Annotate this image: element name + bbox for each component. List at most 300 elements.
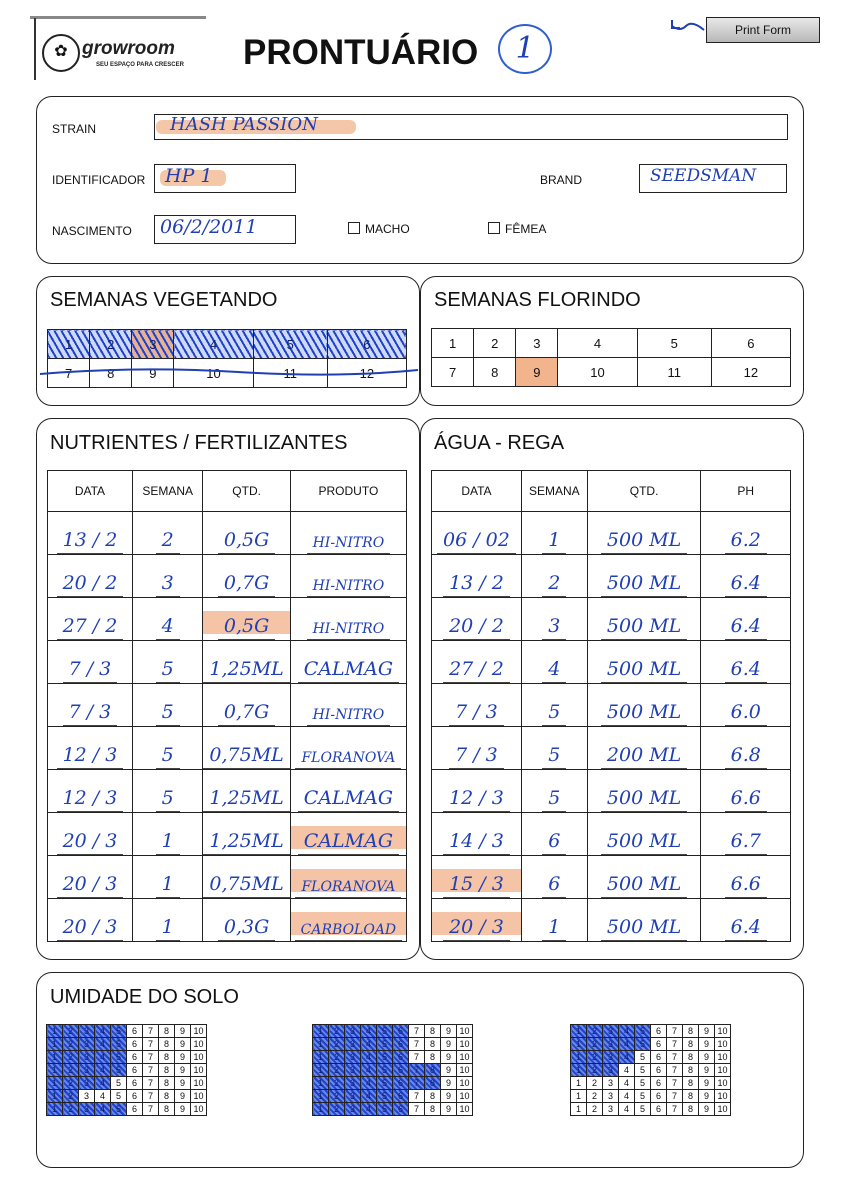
agua-cell[interactable] [521, 727, 587, 770]
umidade-cell[interactable]: 6 [393, 1025, 409, 1038]
umidade-cell[interactable]: 3 [603, 1064, 619, 1077]
umidade-cell[interactable]: 10 [457, 1103, 473, 1116]
umidade-cell[interactable]: 5 [635, 1051, 651, 1064]
umidade-cell[interactable]: 8 [425, 1064, 441, 1077]
umidade-cell[interactable]: 9 [441, 1038, 457, 1051]
umidade-cell[interactable]: 4 [361, 1077, 377, 1090]
veg-week-3[interactable]: 3 [132, 330, 174, 359]
umidade-cell[interactable]: 2 [587, 1103, 603, 1116]
umidade-cell[interactable]: 9 [175, 1051, 191, 1064]
umidade-cell[interactable]: 2 [63, 1025, 79, 1038]
agua-cell[interactable] [587, 641, 701, 684]
umidade-cell[interactable]: 10 [715, 1064, 731, 1077]
umidade-cell[interactable]: 8 [159, 1103, 175, 1116]
umidade-cell[interactable]: 5 [635, 1025, 651, 1038]
umidade-cell[interactable]: 5 [377, 1077, 393, 1090]
umidade-cell[interactable]: 3 [79, 1064, 95, 1077]
nutrientes-cell[interactable] [48, 899, 133, 942]
umidade-cell[interactable]: 2 [329, 1103, 345, 1116]
umidade-cell[interactable]: 4 [95, 1025, 111, 1038]
agua-cell[interactable] [432, 598, 522, 641]
nutrientes-cell[interactable] [132, 813, 203, 856]
umidade-cell[interactable]: 3 [345, 1051, 361, 1064]
agua-cell[interactable] [432, 899, 522, 942]
umidade-cell[interactable]: 1 [47, 1038, 63, 1051]
umidade-cell[interactable]: 4 [619, 1077, 635, 1090]
umidade-cell[interactable]: 8 [683, 1077, 699, 1090]
umidade-cell[interactable]: 3 [345, 1103, 361, 1116]
umidade-cell[interactable]: 1 [313, 1025, 329, 1038]
nutrientes-cell[interactable] [203, 555, 290, 598]
nutrientes-cell[interactable] [132, 856, 203, 899]
umidade-cell[interactable]: 7 [143, 1038, 159, 1051]
nutrientes-cell[interactable] [203, 770, 290, 813]
umidade-cell[interactable]: 2 [63, 1103, 79, 1116]
nutrientes-cell[interactable] [132, 684, 203, 727]
umidade-cell[interactable]: 9 [175, 1077, 191, 1090]
umidade-cell[interactable]: 4 [619, 1025, 635, 1038]
nutrientes-cell[interactable] [48, 555, 133, 598]
umidade-cell[interactable]: 1 [571, 1090, 587, 1103]
agua-cell[interactable] [587, 512, 701, 555]
umidade-cell[interactable]: 8 [683, 1090, 699, 1103]
nutrientes-cell[interactable] [290, 512, 406, 555]
umidade-cell[interactable]: 9 [441, 1051, 457, 1064]
umidade-cell[interactable]: 1 [313, 1038, 329, 1051]
nutrientes-cell[interactable] [132, 641, 203, 684]
umidade-cell[interactable]: 4 [361, 1064, 377, 1077]
umidade-cell[interactable]: 8 [159, 1077, 175, 1090]
umidade-cell[interactable]: 1 [571, 1025, 587, 1038]
umidade-cell[interactable]: 10 [191, 1090, 207, 1103]
umidade-cell[interactable]: 3 [603, 1103, 619, 1116]
umidade-cell[interactable]: 2 [63, 1051, 79, 1064]
umidade-cell[interactable]: 3 [603, 1038, 619, 1051]
umidade-cell[interactable]: 1 [313, 1077, 329, 1090]
agua-cell[interactable] [432, 770, 522, 813]
nutrientes-cell[interactable] [48, 813, 133, 856]
umidade-cell[interactable]: 8 [425, 1090, 441, 1103]
umidade-cell[interactable]: 2 [329, 1064, 345, 1077]
umidade-cell[interactable]: 4 [95, 1064, 111, 1077]
umidade-cell[interactable]: 5 [635, 1103, 651, 1116]
umidade-cell[interactable]: 6 [393, 1051, 409, 1064]
veg-week-7[interactable]: 7 [48, 359, 90, 388]
umidade-cell[interactable]: 9 [699, 1090, 715, 1103]
agua-cell[interactable] [587, 813, 701, 856]
umidade-cell[interactable]: 2 [63, 1077, 79, 1090]
umidade-cell[interactable]: 2 [587, 1025, 603, 1038]
umidade-cell[interactable]: 2 [587, 1077, 603, 1090]
umidade-cell[interactable]: 7 [409, 1064, 425, 1077]
agua-cell[interactable] [521, 856, 587, 899]
umidade-cell[interactable]: 6 [651, 1064, 667, 1077]
umidade-cell[interactable]: 5 [635, 1038, 651, 1051]
umidade-cell[interactable]: 1 [313, 1103, 329, 1116]
umidade-cell[interactable]: 4 [361, 1103, 377, 1116]
umidade-cell[interactable]: 6 [651, 1090, 667, 1103]
umidade-cell[interactable]: 5 [111, 1090, 127, 1103]
umidade-cell[interactable]: 7 [667, 1051, 683, 1064]
umidade-cell[interactable]: 10 [191, 1025, 207, 1038]
umidade-cell[interactable]: 6 [651, 1051, 667, 1064]
agua-cell[interactable] [587, 856, 701, 899]
umidade-cell[interactable]: 4 [619, 1064, 635, 1077]
umidade-cell[interactable]: 3 [345, 1025, 361, 1038]
nutrientes-cell[interactable] [290, 555, 406, 598]
umidade-cell[interactable]: 8 [683, 1025, 699, 1038]
umidade-cell[interactable]: 5 [377, 1025, 393, 1038]
agua-cell[interactable] [701, 555, 791, 598]
nutrientes-cell[interactable] [132, 727, 203, 770]
umidade-cell[interactable]: 4 [361, 1090, 377, 1103]
agua-cell[interactable] [521, 598, 587, 641]
umidade-cell[interactable]: 6 [651, 1077, 667, 1090]
agua-cell[interactable] [701, 813, 791, 856]
femea-checkbox[interactable] [488, 222, 546, 236]
femea-check-box[interactable] [488, 222, 500, 234]
umidade-cell[interactable]: 9 [175, 1038, 191, 1051]
agua-cell[interactable] [587, 555, 701, 598]
umidade-cell[interactable]: 7 [667, 1090, 683, 1103]
agua-cell[interactable] [432, 641, 522, 684]
umidade-cell[interactable]: 5 [111, 1103, 127, 1116]
agua-cell[interactable] [432, 856, 522, 899]
agua-cell[interactable] [521, 684, 587, 727]
agua-cell[interactable] [432, 512, 522, 555]
macho-check-box[interactable] [348, 222, 360, 234]
agua-cell[interactable] [432, 813, 522, 856]
umidade-cell[interactable]: 6 [651, 1025, 667, 1038]
umidade-cell[interactable]: 6 [393, 1077, 409, 1090]
flor-week-7[interactable]: 7 [432, 358, 474, 387]
umidade-cell[interactable]: 4 [619, 1051, 635, 1064]
agua-cell[interactable] [521, 770, 587, 813]
nutrientes-cell[interactable] [132, 512, 203, 555]
macho-checkbox[interactable] [348, 222, 410, 236]
umidade-cell[interactable]: 9 [175, 1064, 191, 1077]
agua-cell[interactable] [701, 641, 791, 684]
umidade-cell[interactable]: 4 [619, 1090, 635, 1103]
veg-week-12[interactable]: 12 [327, 359, 406, 388]
umidade-cell[interactable]: 10 [715, 1103, 731, 1116]
umidade-cell[interactable]: 10 [457, 1077, 473, 1090]
umidade-cell[interactable]: 10 [457, 1064, 473, 1077]
umidade-cell[interactable]: 5 [635, 1064, 651, 1077]
umidade-cell[interactable]: 4 [361, 1051, 377, 1064]
umidade-cell[interactable]: 6 [127, 1038, 143, 1051]
umidade-cell[interactable]: 1 [313, 1051, 329, 1064]
flor-week-11[interactable]: 11 [637, 358, 711, 387]
agua-cell[interactable] [701, 598, 791, 641]
umidade-cell[interactable]: 4 [95, 1051, 111, 1064]
flor-week-1[interactable]: 1 [432, 329, 474, 358]
umidade-cell[interactable]: 1 [47, 1051, 63, 1064]
umidade-cell[interactable]: 5 [111, 1064, 127, 1077]
umidade-cell[interactable]: 2 [329, 1051, 345, 1064]
umidade-cell[interactable]: 6 [127, 1103, 143, 1116]
nutrientes-cell[interactable] [290, 598, 406, 641]
nutrientes-cell[interactable] [290, 641, 406, 684]
umidade-cell[interactable]: 10 [715, 1051, 731, 1064]
umidade-cell[interactable]: 7 [143, 1064, 159, 1077]
umidade-cell[interactable]: 8 [425, 1038, 441, 1051]
flor-week-10[interactable]: 10 [558, 358, 637, 387]
nutrientes-cell[interactable] [48, 684, 133, 727]
umidade-cell[interactable]: 3 [79, 1077, 95, 1090]
umidade-cell[interactable]: 8 [425, 1025, 441, 1038]
umidade-cell[interactable]: 8 [683, 1064, 699, 1077]
umidade-cell[interactable]: 7 [143, 1103, 159, 1116]
umidade-cell[interactable]: 6 [127, 1090, 143, 1103]
umidade-cell[interactable]: 8 [159, 1038, 175, 1051]
umidade-cell[interactable]: 1 [571, 1064, 587, 1077]
flor-week-2[interactable]: 2 [474, 329, 516, 358]
umidade-cell[interactable]: 5 [377, 1090, 393, 1103]
umidade-cell[interactable]: 1 [571, 1051, 587, 1064]
umidade-cell[interactable]: 10 [715, 1090, 731, 1103]
nutrientes-cell[interactable] [48, 727, 133, 770]
umidade-cell[interactable]: 8 [159, 1090, 175, 1103]
umidade-cell[interactable]: 1 [571, 1103, 587, 1116]
veg-week-4[interactable]: 4 [174, 330, 253, 359]
umidade-cell[interactable]: 9 [175, 1090, 191, 1103]
umidade-cell[interactable]: 10 [457, 1038, 473, 1051]
agua-cell[interactable] [701, 899, 791, 942]
umidade-cell[interactable]: 10 [457, 1025, 473, 1038]
umidade-cell[interactable]: 1 [47, 1025, 63, 1038]
umidade-cell[interactable]: 10 [191, 1051, 207, 1064]
umidade-cell[interactable]: 3 [603, 1077, 619, 1090]
umidade-cell[interactable]: 2 [587, 1064, 603, 1077]
nutrientes-cell[interactable] [203, 813, 290, 856]
veg-week-5[interactable]: 5 [253, 330, 327, 359]
umidade-cell[interactable]: 7 [409, 1038, 425, 1051]
umidade-cell[interactable]: 6 [127, 1051, 143, 1064]
umidade-cell[interactable]: 7 [667, 1025, 683, 1038]
umidade-cell[interactable]: 2 [587, 1051, 603, 1064]
nutrientes-cell[interactable] [290, 856, 406, 899]
umidade-cell[interactable]: 6 [393, 1103, 409, 1116]
umidade-cell[interactable]: 7 [667, 1103, 683, 1116]
nutrientes-cell[interactable] [132, 899, 203, 942]
agua-cell[interactable] [701, 512, 791, 555]
flor-week-5[interactable]: 5 [637, 329, 711, 358]
umidade-cell[interactable]: 2 [329, 1077, 345, 1090]
umidade-cell[interactable]: 8 [159, 1025, 175, 1038]
umidade-cell[interactable]: 3 [79, 1103, 95, 1116]
agua-cell[interactable] [587, 770, 701, 813]
veg-week-11[interactable]: 11 [253, 359, 327, 388]
umidade-cell[interactable]: 6 [393, 1038, 409, 1051]
print-form-button[interactable]: Print Form [706, 17, 820, 43]
nutrientes-cell[interactable] [203, 598, 290, 641]
umidade-cell[interactable]: 7 [667, 1064, 683, 1077]
umidade-cell[interactable]: 9 [699, 1064, 715, 1077]
umidade-cell[interactable]: 4 [361, 1025, 377, 1038]
umidade-cell[interactable]: 2 [63, 1090, 79, 1103]
umidade-cell[interactable]: 2 [587, 1090, 603, 1103]
nutrientes-cell[interactable] [290, 684, 406, 727]
agua-cell[interactable] [701, 770, 791, 813]
umidade-cell[interactable]: 6 [393, 1090, 409, 1103]
flor-week-3[interactable]: 3 [516, 329, 558, 358]
umidade-cell[interactable]: 3 [345, 1090, 361, 1103]
umidade-cell[interactable]: 4 [95, 1077, 111, 1090]
umidade-cell[interactable]: 9 [699, 1103, 715, 1116]
umidade-cell[interactable]: 9 [699, 1038, 715, 1051]
umidade-cell[interactable]: 1 [47, 1077, 63, 1090]
flor-week-4[interactable]: 4 [558, 329, 637, 358]
umidade-cell[interactable]: 7 [409, 1025, 425, 1038]
umidade-cell[interactable]: 2 [329, 1025, 345, 1038]
umidade-cell[interactable]: 10 [191, 1103, 207, 1116]
nutrientes-cell[interactable] [48, 856, 133, 899]
umidade-cell[interactable]: 3 [345, 1038, 361, 1051]
agua-cell[interactable] [432, 684, 522, 727]
nutrientes-cell[interactable] [203, 641, 290, 684]
umidade-cell[interactable]: 6 [393, 1064, 409, 1077]
nutrientes-cell[interactable] [290, 770, 406, 813]
agua-cell[interactable] [521, 555, 587, 598]
umidade-cell[interactable]: 7 [143, 1077, 159, 1090]
veg-week-6[interactable]: 6 [327, 330, 406, 359]
umidade-cell[interactable]: 1 [47, 1090, 63, 1103]
nutrientes-cell[interactable] [48, 512, 133, 555]
umidade-cell[interactable]: 4 [619, 1038, 635, 1051]
umidade-cell[interactable]: 10 [715, 1025, 731, 1038]
agua-cell[interactable] [521, 641, 587, 684]
umidade-cell[interactable]: 1 [313, 1090, 329, 1103]
nutrientes-cell[interactable] [203, 899, 290, 942]
umidade-cell[interactable]: 10 [191, 1077, 207, 1090]
umidade-cell[interactable]: 3 [603, 1090, 619, 1103]
veg-week-8[interactable]: 8 [90, 359, 132, 388]
agua-cell[interactable] [701, 684, 791, 727]
umidade-cell[interactable]: 7 [409, 1051, 425, 1064]
umidade-cell[interactable]: 9 [699, 1077, 715, 1090]
agua-cell[interactable] [701, 727, 791, 770]
umidade-cell[interactable]: 5 [377, 1051, 393, 1064]
flor-week-12[interactable]: 12 [711, 358, 790, 387]
umidade-cell[interactable]: 2 [329, 1038, 345, 1051]
umidade-cell[interactable]: 9 [175, 1103, 191, 1116]
nutrientes-cell[interactable] [203, 856, 290, 899]
umidade-cell[interactable]: 8 [683, 1051, 699, 1064]
umidade-cell[interactable]: 8 [159, 1051, 175, 1064]
nutrientes-cell[interactable] [48, 598, 133, 641]
umidade-cell[interactable]: 2 [63, 1038, 79, 1051]
umidade-cell[interactable]: 6 [127, 1025, 143, 1038]
umidade-cell[interactable]: 5 [111, 1051, 127, 1064]
umidade-cell[interactable]: 7 [667, 1038, 683, 1051]
umidade-cell[interactable]: 9 [441, 1077, 457, 1090]
umidade-cell[interactable]: 4 [95, 1038, 111, 1051]
umidade-cell[interactable]: 8 [425, 1103, 441, 1116]
umidade-cell[interactable]: 7 [409, 1103, 425, 1116]
umidade-cell[interactable]: 7 [409, 1077, 425, 1090]
nutrientes-cell[interactable] [132, 770, 203, 813]
umidade-cell[interactable]: 9 [441, 1064, 457, 1077]
nutrientes-cell[interactable] [132, 598, 203, 641]
umidade-cell[interactable]: 1 [313, 1064, 329, 1077]
flor-week-8[interactable]: 8 [474, 358, 516, 387]
umidade-cell[interactable]: 3 [79, 1038, 95, 1051]
umidade-cell[interactable]: 9 [441, 1025, 457, 1038]
umidade-cell[interactable]: 2 [63, 1064, 79, 1077]
umidade-cell[interactable]: 3 [603, 1051, 619, 1064]
umidade-cell[interactable]: 5 [377, 1064, 393, 1077]
umidade-cell[interactable]: 10 [457, 1090, 473, 1103]
veg-week-9[interactable]: 9 [132, 359, 174, 388]
umidade-cell[interactable]: 7 [143, 1090, 159, 1103]
umidade-cell[interactable]: 10 [457, 1051, 473, 1064]
umidade-cell[interactable]: 10 [191, 1064, 207, 1077]
flor-week-9[interactable]: 9 [516, 358, 558, 387]
umidade-cell[interactable]: 5 [377, 1103, 393, 1116]
umidade-cell[interactable]: 8 [425, 1077, 441, 1090]
nutrientes-cell[interactable] [290, 727, 406, 770]
nutrientes-cell[interactable] [290, 813, 406, 856]
umidade-cell[interactable]: 4 [95, 1090, 111, 1103]
umidade-cell[interactable]: 4 [361, 1038, 377, 1051]
flor-week-6[interactable]: 6 [711, 329, 790, 358]
agua-cell[interactable] [587, 684, 701, 727]
agua-cell[interactable] [432, 555, 522, 598]
umidade-cell[interactable]: 6 [127, 1064, 143, 1077]
umidade-cell[interactable]: 5 [635, 1090, 651, 1103]
umidade-cell[interactable]: 10 [715, 1077, 731, 1090]
umidade-cell[interactable]: 5 [377, 1038, 393, 1051]
umidade-cell[interactable]: 9 [699, 1051, 715, 1064]
umidade-cell[interactable]: 5 [111, 1025, 127, 1038]
agua-cell[interactable] [587, 598, 701, 641]
umidade-cell[interactable]: 4 [95, 1103, 111, 1116]
agua-cell[interactable] [701, 856, 791, 899]
nutrientes-cell[interactable] [48, 641, 133, 684]
umidade-cell[interactable]: 9 [441, 1103, 457, 1116]
umidade-cell[interactable]: 5 [111, 1038, 127, 1051]
agua-cell[interactable] [521, 512, 587, 555]
umidade-cell[interactable]: 9 [441, 1090, 457, 1103]
agua-cell[interactable] [432, 727, 522, 770]
agua-cell[interactable] [587, 899, 701, 942]
umidade-cell[interactable]: 9 [175, 1025, 191, 1038]
agua-cell[interactable] [521, 899, 587, 942]
umidade-cell[interactable]: 1 [47, 1103, 63, 1116]
umidade-cell[interactable]: 10 [715, 1038, 731, 1051]
umidade-cell[interactable]: 8 [159, 1064, 175, 1077]
umidade-cell[interactable]: 8 [425, 1051, 441, 1064]
umidade-cell[interactable]: 8 [683, 1103, 699, 1116]
veg-week-1[interactable]: 1 [48, 330, 90, 359]
umidade-cell[interactable]: 3 [79, 1025, 95, 1038]
agua-cell[interactable] [521, 813, 587, 856]
umidade-cell[interactable]: 3 [79, 1051, 95, 1064]
umidade-cell[interactable]: 3 [79, 1090, 95, 1103]
nutrientes-cell[interactable] [48, 770, 133, 813]
nutrientes-cell[interactable] [203, 727, 290, 770]
umidade-cell[interactable]: 6 [651, 1103, 667, 1116]
umidade-cell[interactable]: 2 [329, 1090, 345, 1103]
nutrientes-cell[interactable] [132, 555, 203, 598]
umidade-cell[interactable]: 6 [651, 1038, 667, 1051]
umidade-cell[interactable]: 1 [571, 1038, 587, 1051]
umidade-cell[interactable]: 8 [683, 1038, 699, 1051]
veg-week-10[interactable]: 10 [174, 359, 253, 388]
umidade-cell[interactable]: 3 [345, 1077, 361, 1090]
umidade-cell[interactable]: 5 [111, 1077, 127, 1090]
